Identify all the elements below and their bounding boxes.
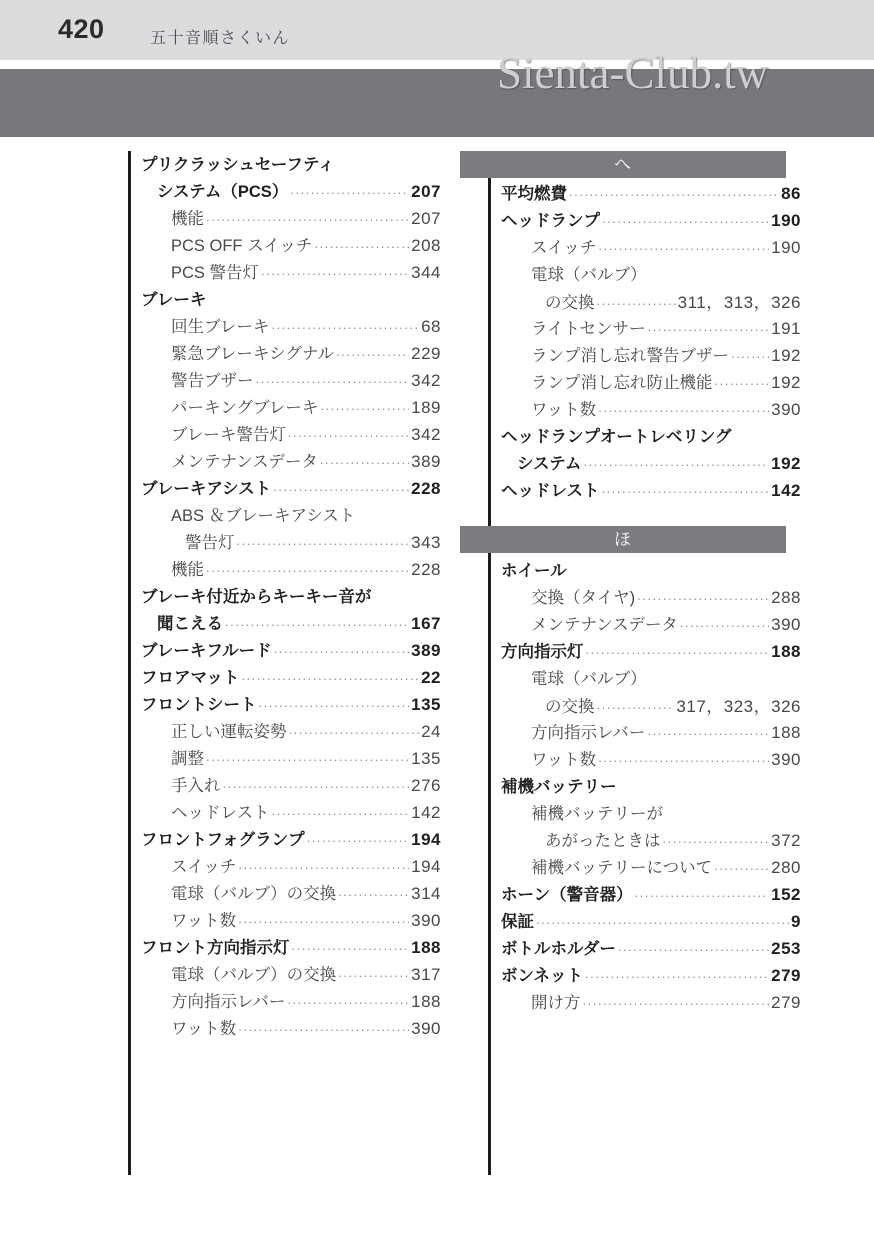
index-entry[interactable]	[141, 799, 441, 826]
index-entry[interactable]	[141, 826, 441, 853]
index-entry-label: 補機バッテリー	[501, 778, 617, 796]
index-entry-page: 208	[411, 236, 441, 255]
index-entry[interactable]	[141, 880, 441, 907]
index-entry-page: 280	[771, 858, 801, 877]
index-entry-label: システム	[517, 455, 582, 473]
index-leader-dots	[585, 966, 769, 981]
index-entry-label: 手入れ	[171, 777, 221, 795]
index-entry-page: 314	[411, 884, 441, 903]
index-entry-label: ランプ消し忘れ警告ブザー	[531, 347, 729, 365]
index-entry-page: 194	[411, 830, 441, 849]
index-entry-page: 24	[421, 722, 441, 741]
index-entry-page: 22	[421, 668, 441, 687]
index-leader-dots	[314, 236, 409, 251]
index-entry-label: 聞こえる	[157, 615, 223, 633]
kana-section-header	[460, 526, 786, 553]
index-entry-label: 電球（バルブ）	[531, 670, 647, 688]
index-entry-label: 保証	[501, 913, 534, 931]
index-entry[interactable]	[141, 313, 441, 340]
index-entry[interactable]	[141, 556, 441, 583]
index-entry-page: 207	[411, 209, 441, 228]
index-entry[interactable]	[141, 664, 441, 691]
index-entry-label: ヘッドランプオートレベリング	[501, 428, 732, 446]
index-entry-page: 389	[411, 641, 441, 660]
page-header-band	[0, 0, 874, 60]
index-entry-label: フロント方向指示灯	[141, 939, 290, 957]
index-entry[interactable]	[501, 719, 801, 746]
index-entry-label: フロアマット	[141, 669, 240, 687]
index-entry[interactable]	[141, 988, 441, 1015]
index-entry[interactable]	[501, 396, 801, 423]
index-entry[interactable]	[141, 367, 441, 394]
index-leader-dots	[598, 400, 769, 415]
index-entry-page: 191	[771, 319, 801, 338]
kana-section-label: ほ	[614, 530, 632, 549]
index-entry-page: 188	[771, 723, 801, 742]
index-entry[interactable]	[501, 692, 801, 719]
index-entry-label: 正しい運転姿勢	[171, 723, 287, 741]
index-entry-label: 交換（タイヤ)	[531, 589, 636, 607]
index-entry[interactable]	[501, 369, 801, 396]
index-entry[interactable]	[501, 989, 801, 1016]
index-entry-label: PCS 警告灯	[171, 264, 260, 282]
index-entry-page: 279	[771, 966, 801, 985]
index-leader-dots	[320, 398, 409, 413]
index-entry[interactable]	[501, 450, 801, 477]
index-entry-page: 192	[771, 373, 801, 392]
index-entry-page: 389	[411, 452, 441, 471]
index-entry-label: 調整	[171, 750, 204, 768]
index-entry[interactable]	[141, 394, 441, 421]
index-entry-label: 方向指示灯	[501, 643, 584, 661]
index-entry[interactable]	[141, 610, 441, 637]
index-entry-page: 228	[411, 479, 441, 498]
index-entry-label: 方向指示レバー	[171, 993, 286, 1011]
index-entry-label: フロントシート	[141, 696, 257, 714]
index-entry[interactable]	[141, 691, 441, 718]
index-entry-page: 135	[411, 695, 441, 714]
index-entry[interactable]	[501, 261, 801, 288]
index-leader-dots	[273, 479, 409, 494]
index-entry[interactable]	[501, 423, 801, 450]
index-entry-page: 229	[411, 344, 441, 363]
index-entry-label: 機能	[171, 210, 204, 228]
index-entry[interactable]	[141, 475, 441, 502]
index-leader-dots	[241, 668, 419, 683]
index-leader-dots	[597, 293, 676, 308]
index-entry-label: 機能	[171, 561, 204, 579]
index-leader-dots	[274, 641, 409, 656]
index-entry[interactable]	[501, 234, 801, 261]
right-column-rule	[488, 151, 491, 1175]
index-leader-dots	[225, 614, 409, 629]
index-leader-dots	[598, 238, 769, 253]
index-entry-page: 189	[411, 398, 441, 417]
index-entry-page: 390	[771, 400, 801, 419]
index-leader-dots	[583, 993, 770, 1008]
index-entry[interactable]	[141, 448, 441, 475]
index-entry-page: 194	[411, 857, 441, 876]
index-leader-dots	[338, 884, 409, 899]
index-entry-page: 142	[771, 481, 801, 500]
index-leader-dots	[602, 211, 769, 226]
index-entry-label: ワット数	[531, 401, 597, 419]
index-entry[interactable]	[141, 259, 441, 286]
index-entry-label: ワット数	[531, 751, 597, 769]
index-leader-dots	[261, 263, 409, 278]
index-leader-dots	[536, 912, 789, 927]
index-entry-label: の交換	[545, 698, 595, 716]
index-leader-dots	[223, 776, 410, 791]
index-leader-dots	[237, 533, 410, 548]
index-entry-label: 平均燃費	[501, 185, 567, 203]
index-entry-page: 135	[411, 749, 441, 768]
index-leader-dots	[238, 1019, 409, 1034]
page-number: 420	[58, 14, 105, 44]
index-leader-dots	[288, 425, 409, 440]
index-entry-page: 68	[421, 317, 441, 336]
index-entry[interactable]	[141, 151, 441, 178]
index-entry[interactable]	[501, 908, 801, 935]
index-leader-dots	[598, 750, 769, 765]
index-entry-page: 343	[411, 533, 441, 552]
index-entry-label: ブレーキアシスト	[141, 480, 272, 498]
index-entry-page: 390	[411, 911, 441, 930]
index-entry[interactable]	[501, 315, 801, 342]
index-entry-page: 276	[411, 776, 441, 795]
index-leader-dots	[637, 588, 769, 603]
index-entry-label: 電球（バルブ）の交換	[171, 885, 337, 903]
index-entry[interactable]	[141, 205, 441, 232]
index-entry-page: 188	[411, 938, 441, 957]
index-leader-dots	[338, 965, 409, 980]
index-entry-page: 190	[771, 211, 801, 230]
index-entry-label: ランプ消し忘れ防止機能	[531, 374, 713, 392]
index-entry-label: ABS ＆ブレーキアシスト	[171, 507, 356, 525]
index-leader-dots	[714, 858, 769, 873]
index-entry-page: 167	[411, 614, 441, 633]
index-entry-page: 390	[411, 1019, 441, 1038]
index-entry-label: プリクラッシュセーフティ	[141, 156, 335, 174]
index-entry-page: 390	[771, 750, 801, 769]
index-leader-dots	[602, 481, 770, 496]
index-entry[interactable]	[501, 881, 801, 908]
index-leader-dots	[663, 831, 770, 846]
index-entry[interactable]	[501, 962, 801, 989]
index-entry-label: ライトセンサー	[531, 320, 646, 338]
index-entry-label: ヘッドレスト	[171, 804, 270, 822]
index-entry-page: 192	[771, 346, 801, 365]
index-entry-page: 188	[771, 642, 801, 661]
index-entry[interactable]	[141, 583, 441, 610]
index-entry-page: 86	[781, 184, 801, 203]
index-leader-dots	[256, 371, 410, 386]
index-entry-page: 344	[411, 263, 441, 282]
index-leader-dots	[289, 722, 420, 737]
left-index-column	[141, 151, 441, 1042]
page-header-dark-band	[0, 69, 874, 137]
index-entry[interactable]	[141, 178, 441, 205]
index-entry-label: スイッチ	[171, 858, 237, 876]
index-entry-label: スイッチ	[531, 239, 597, 257]
index-entry-label: ブレーキ	[141, 291, 207, 309]
index-entry[interactable]	[141, 961, 441, 988]
index-entry-label: 回生ブレーキ	[171, 318, 270, 336]
index-entry[interactable]	[501, 638, 801, 665]
index-entry[interactable]	[501, 342, 801, 369]
index-entry-page: 372	[771, 831, 801, 850]
index-entry[interactable]	[141, 421, 441, 448]
index-entry-page: 342	[411, 425, 441, 444]
index-entry-label: ホーン（警音器）	[501, 886, 633, 904]
index-entry[interactable]	[141, 232, 441, 259]
index-entry-page: 190	[771, 238, 801, 257]
index-leader-dots	[259, 695, 410, 710]
index-entry-label: ブレーキ付近からキーキー音が	[141, 588, 372, 606]
index-entry-page: 390	[771, 615, 801, 634]
index-entry[interactable]	[141, 637, 441, 664]
section-gap	[501, 504, 801, 526]
index-entry[interactable]	[501, 827, 801, 854]
index-entry-page: 188	[411, 992, 441, 1011]
index-entry[interactable]	[501, 773, 801, 800]
index-entry-label: ワット数	[171, 912, 237, 930]
index-entry[interactable]	[501, 180, 801, 207]
index-leader-dots	[320, 452, 409, 467]
page-title: 五十音順さくいん	[150, 30, 291, 47]
index-entry-label: ブレーキ警告灯	[171, 426, 286, 444]
index-entry[interactable]	[501, 288, 801, 315]
index-entry[interactable]	[501, 935, 801, 962]
index-entry[interactable]	[141, 502, 441, 529]
index-entry[interactable]	[141, 745, 441, 772]
kana-section-label: へ	[614, 155, 632, 174]
index-leader-dots	[597, 697, 675, 712]
index-leader-dots	[569, 184, 779, 199]
index-entry-page: 9	[791, 912, 801, 931]
index-entry-page: 311，313，326	[677, 293, 801, 312]
index-leader-dots	[586, 642, 770, 657]
index-leader-dots	[287, 992, 409, 1007]
index-leader-dots	[583, 454, 769, 469]
index-leader-dots	[206, 749, 409, 764]
index-leader-dots	[272, 803, 410, 818]
header-divider	[0, 60, 874, 69]
index-entry[interactable]	[141, 907, 441, 934]
index-leader-dots	[271, 317, 419, 332]
index-entry-page: 317，323，326	[676, 697, 801, 716]
index-leader-dots	[336, 344, 409, 359]
index-entry-label: ヘッドランプ	[501, 212, 600, 230]
index-entry-label: ワット数	[171, 1020, 237, 1038]
index-entry-page: 142	[411, 803, 441, 822]
index-entry[interactable]	[501, 665, 801, 692]
index-entry-label: 電球（バルブ）の交換	[171, 966, 337, 984]
index-leader-dots	[647, 723, 769, 738]
index-entry-label: メンテナンスデータ	[531, 616, 678, 634]
index-entry-label: メンテナンスデータ	[171, 453, 318, 471]
index-entry-label: ヘッドレスト	[501, 482, 600, 500]
index-entry[interactable]	[501, 854, 801, 881]
index-entry[interactable]	[501, 746, 801, 773]
index-entry-page: 342	[411, 371, 441, 390]
index-entry[interactable]	[501, 800, 801, 827]
index-leader-dots	[206, 560, 409, 575]
index-entry-label: ボトルホルダー	[501, 940, 616, 958]
index-leader-dots	[238, 857, 409, 872]
index-leader-dots	[635, 885, 769, 900]
index-entry-page: 279	[771, 993, 801, 1012]
index-entry-label: システム（PCS）	[157, 183, 289, 201]
index-entry-page: 207	[411, 182, 441, 201]
index-entry-label: 補機バッテリーについて	[531, 859, 713, 877]
index-entry[interactable]	[141, 772, 441, 799]
index-leader-dots	[731, 346, 769, 361]
index-entry-page: 253	[771, 939, 801, 958]
index-entry-page: 317	[411, 965, 441, 984]
kana-section-header	[460, 151, 786, 178]
index-leader-dots	[618, 939, 769, 954]
index-leader-dots	[715, 373, 770, 388]
index-leader-dots	[648, 319, 770, 334]
index-entry[interactable]	[141, 1015, 441, 1042]
left-column-rule	[128, 151, 131, 1175]
index-entry-label: フロントフォグランプ	[141, 831, 305, 849]
index-entry-page: 288	[771, 588, 801, 607]
index-entry-label: 警告ブザー	[171, 372, 254, 390]
index-leader-dots	[238, 911, 409, 926]
index-entry-page: 228	[411, 560, 441, 579]
index-entry-label: 警告灯	[185, 534, 235, 552]
index-entry-label: 電球（バルブ）	[531, 266, 647, 284]
index-entry-label: パーキングブレーキ	[171, 399, 319, 417]
index-leader-dots	[206, 209, 409, 224]
index-entry-label: 方向指示レバー	[531, 724, 646, 742]
index-entry[interactable]	[501, 611, 801, 638]
index-entry[interactable]	[141, 286, 441, 313]
index-entry-page: 192	[771, 454, 801, 473]
index-entry[interactable]	[501, 584, 801, 611]
index-entry[interactable]	[141, 718, 441, 745]
index-entry[interactable]	[141, 934, 441, 961]
index-entry-label: ブレーキフルード	[141, 642, 272, 660]
index-entry[interactable]	[141, 853, 441, 880]
index-entry-label: ボンネット	[501, 967, 584, 985]
watermark: Sienta-Club.tw	[497, 48, 769, 98]
index-entry[interactable]	[501, 477, 801, 504]
index-entry-label: PCS OFF スイッチ	[171, 237, 313, 255]
index-entry-label: ホイール	[501, 562, 567, 580]
index-entry[interactable]	[141, 529, 441, 556]
index-leader-dots	[680, 615, 769, 630]
right-index-column	[501, 151, 801, 1016]
index-entry-label: 緊急ブレーキシグナル	[171, 345, 335, 363]
index-leader-dots	[292, 938, 410, 953]
index-entry[interactable]	[141, 340, 441, 367]
index-entry-label: あがったときは	[545, 832, 661, 850]
index-entry[interactable]	[501, 207, 801, 234]
index-entry-page: 152	[771, 885, 801, 904]
index-entry-label: 開け方	[531, 994, 581, 1012]
index-entry-label: の交換	[545, 294, 595, 312]
index-entry-label: 補機バッテリーが	[531, 805, 663, 823]
index-leader-dots	[290, 182, 409, 197]
index-leader-dots	[307, 830, 409, 845]
index-entry[interactable]	[501, 557, 801, 584]
